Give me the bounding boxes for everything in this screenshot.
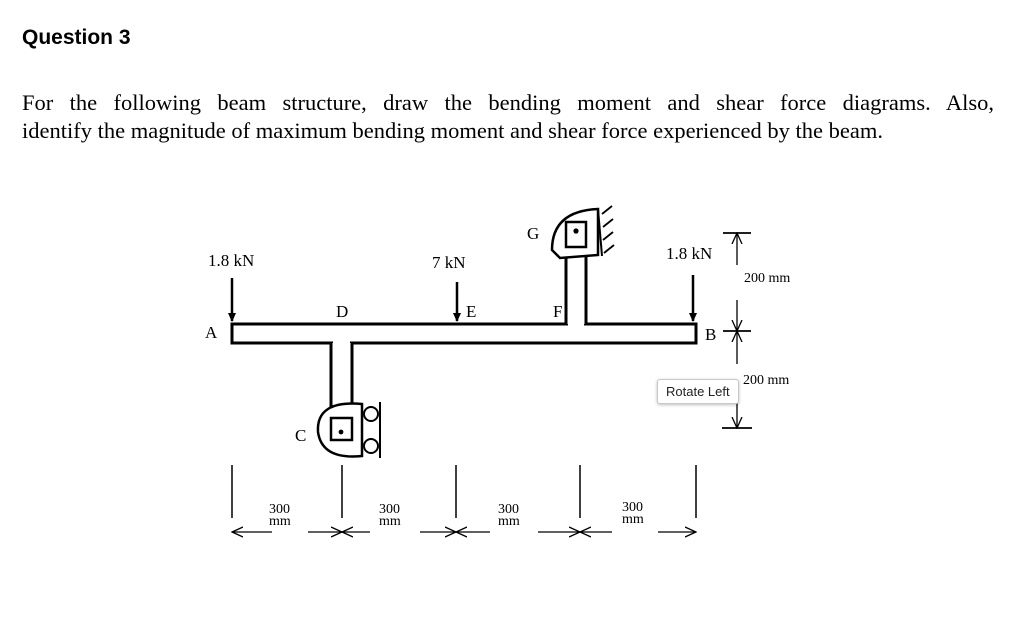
vertical-dimension-lower: 200 mm <box>743 373 790 388</box>
span-value-4: 300 <box>622 500 643 515</box>
span-unit-4: mm <box>622 512 644 527</box>
span-unit-1: mm <box>269 514 291 529</box>
rotate-left-tooltip: Rotate Left <box>657 379 739 404</box>
load-label-e: 7 kN <box>432 253 466 272</box>
span-unit-3: mm <box>498 514 520 529</box>
load-label-b: 1.8 kN <box>666 244 713 263</box>
span-value-2: 300 <box>379 502 400 517</box>
main-beam <box>232 324 696 343</box>
question-line-2: identify the magnitude of maximum bending moment and shear force experienced by the beam. <box>22 118 883 143</box>
vertical-dimension-upper: 200 mm <box>744 271 791 286</box>
point-label-b: B <box>705 325 717 344</box>
question-line-1: For the following beam structure, draw the bending moment and shear force diagrams. Also, <box>22 90 994 115</box>
pin-support-g <box>552 206 614 258</box>
point-label-e: E <box>466 302 477 321</box>
point-label-d: D <box>336 302 349 321</box>
point-label-a: A <box>205 323 218 342</box>
point-label-c: C <box>295 426 307 445</box>
span-unit-2: mm <box>379 514 401 529</box>
point-label-g: G <box>527 224 540 243</box>
load-label-a: 1.8 kN <box>208 251 255 270</box>
span-value-1: 300 <box>269 502 290 517</box>
question-heading: Question 3 <box>22 26 131 49</box>
span-value-3: 300 <box>498 502 519 517</box>
point-label-f: F <box>553 302 563 321</box>
roller-support-c <box>318 402 380 458</box>
